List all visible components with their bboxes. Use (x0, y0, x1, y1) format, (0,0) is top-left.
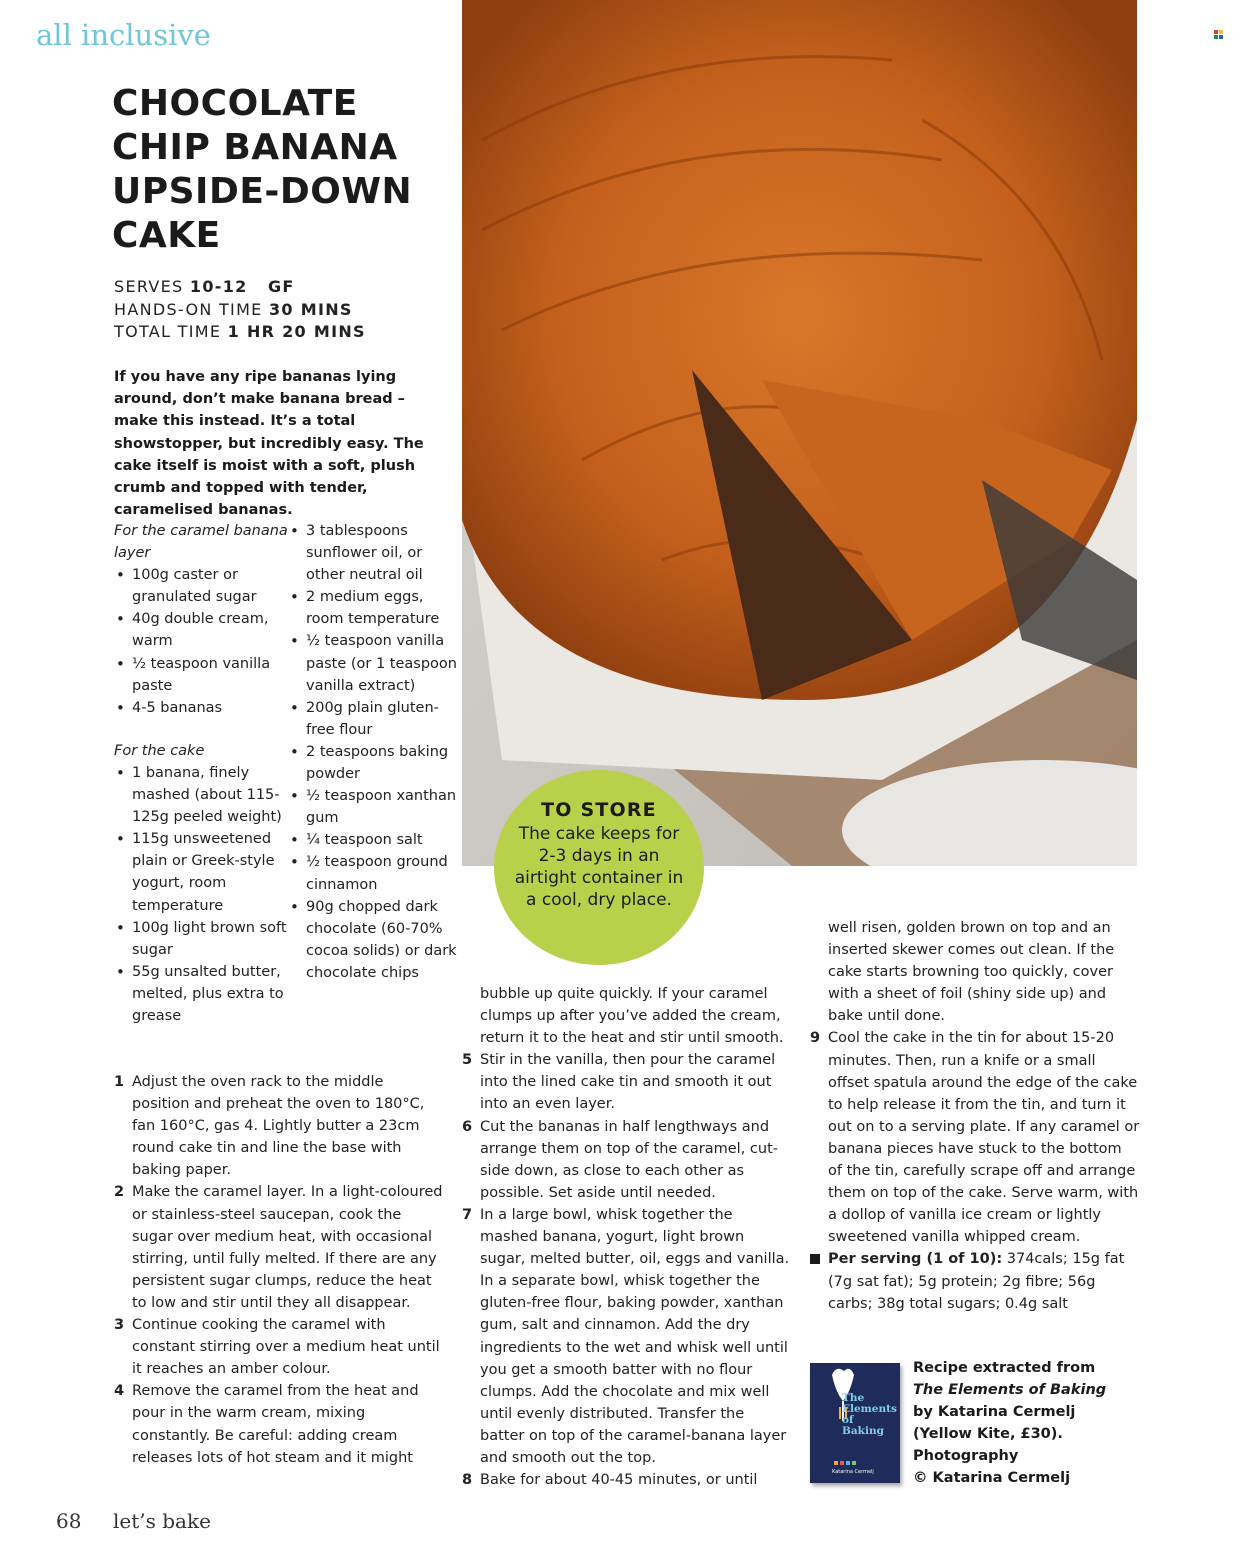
recipe-meta (114, 276, 366, 344)
credit-book-title: The Elements of Baking (913, 1382, 1107, 1399)
method-step (114, 1071, 444, 1181)
step-number: 8 (462, 1472, 473, 1489)
step-text: Make the caramel layer. In a light-coloured or stainless-steel saucepan, cook the sugar over medium heat, with occasional stirring, until fully melted. If there are any persistent sugar clumps, reduce the heat to low and stir until they all disappear. (132, 1184, 443, 1311)
nutrition-text: 374cals; 15g fat (7g sat fat); 5g protein; 2g fibre; 56g carbs; 38g total sugars; 0.4g salt (828, 1251, 1125, 1312)
credit-line: © Katarina Cermelj (913, 1470, 1071, 1487)
method-step (462, 1049, 792, 1115)
book-title-line: of (842, 1414, 854, 1426)
magazine-section-footer: let’s bake (113, 1509, 211, 1533)
method-column-1 (114, 1071, 444, 1469)
step-number: 9 (810, 1030, 821, 1047)
ingredient-item: • 115g unsweetened plain or Greek-style yogurt, room temperature (114, 828, 294, 916)
title-line: CHIP BANANA (112, 127, 398, 168)
cake-subheading: For the cake (114, 742, 205, 759)
step-text: Cool the cake in the tin for about 15-20 minutes. Then, run a knife or a small offset spatula around the edge of the cake to help release it from the tin, and turn it out on to a serving plate. If any caramel or banana pieces have stuck to the bottom of the tin, carefully scrape off and arrange them on top of the cake. Serve warm, with a dollop of vanilla ice cream or lightly sweetened vanilla whipped cream. (828, 1030, 1140, 1246)
total-time-label: TOTAL TIME (114, 322, 222, 341)
book-title-line: The (842, 1392, 865, 1404)
method-column-3 (810, 917, 1140, 1315)
cake-ingredient-list-continued (288, 520, 458, 984)
credit-line: Photography (913, 1448, 1019, 1465)
to-store-text: The cake keeps for 2-3 days in an airtight container in a cool, dry place. (514, 824, 684, 910)
to-store-badge (494, 770, 704, 965)
ingredient-item: • 2 teaspoons baking powder (288, 741, 458, 785)
logo-icon (1214, 30, 1224, 40)
cake-illustration (462, 0, 1137, 866)
recipe-title (112, 82, 452, 258)
recipe-credit (913, 1357, 1143, 1490)
step-text: Cut the bananas in half lengthways and arrange them on top of the caramel, cut-side down, as close to each other as possible. Set aside until needed. (480, 1118, 779, 1201)
ingredient-item: • ½ teaspoon vanilla paste (or 1 teaspoon vanilla extract) (288, 630, 458, 696)
hands-on-value: 30 MINS (269, 299, 353, 319)
credit-line: (Yellow Kite, £30). (913, 1426, 1063, 1443)
step-text: well risen, golden brown on top and an inserted skewer comes out clean. If the cake starts browning too quickly, cover with a sheet of foil (shiny side up) and bake until done. (828, 920, 1115, 1025)
ingredient-item: • 3 tablespoons sunflower oil, or other neutral oil (288, 520, 458, 586)
step-number: 5 (462, 1052, 473, 1069)
step-number: 4 (114, 1383, 125, 1400)
to-store-title: TO STORE (541, 799, 657, 821)
ingredient-item: • 2 medium eggs, room temperature (288, 586, 458, 630)
step-text: bubble up quite quickly. If your caramel clumps up after you’ve added the cream, return it to the heat and stir until smooth. (480, 986, 784, 1047)
book-cover-author: Katarina Cermelj (832, 1469, 874, 1475)
nutrition-info (810, 1248, 1140, 1314)
step-number: 2 (114, 1184, 125, 1201)
credit-line: Recipe extracted from (913, 1360, 1096, 1376)
caramel-subheading: For the caramel banana layer (114, 523, 288, 562)
step-number: 7 (462, 1206, 473, 1223)
step-text: In a large bowl, whisk together the mashed banana, yogurt, light brown sugar, melted butter, oil, eggs and vanilla. In a separate bowl, whisk together the gluten-free flour, baking powder, xanthan gum, salt and cinnamon. Add the dry ingredients to the wet and whisk well until you get a smooth batter with no flour clumps. Add the chocolate and mix well until evenly distributed. Transfer the batter on top of the caramel-banana layer and smooth out the top. (480, 1206, 790, 1466)
method-step (462, 1469, 792, 1491)
step-text: Remove the caramel from the heat and pour in the warm cream, mixing constantly. Be careful: adding cream releases lots of hot steam and it might (132, 1383, 419, 1466)
ingredient-item: • 100g caster or granulated sugar (114, 564, 294, 608)
ingredient-item: • 40g double cream, warm (114, 608, 294, 652)
method-column-2 (462, 983, 792, 1491)
step-number: 6 (462, 1118, 473, 1135)
method-step-continued (462, 983, 792, 1049)
step-text: Adjust the oven rack to the middle position and preheat the oven to 180°C, fan 160°C, gas 4. Lightly butter a 23cm round cake tin and line the base with baking paper. (132, 1074, 425, 1179)
cake-photo (462, 0, 1137, 866)
cake-ingredient-list (114, 762, 294, 1027)
serves-label: SERVES (114, 277, 184, 296)
ingredient-item: • 55g unsalted butter, melted, plus extra to grease (114, 961, 294, 1027)
title-line: CHOCOLATE (112, 83, 358, 124)
book-title-line: Baking (842, 1425, 884, 1437)
recipe-intro: If you have any ripe bananas lying around, don’t make banana bread – make this instead. It’s a total showstopper, but incredibly easy. The cake itself is moist with a soft, plush crumb and topped with tender, caramelised bananas. (114, 369, 424, 519)
step-text: Bake for about 40-45 minutes, or until (480, 1472, 758, 1489)
method-step (810, 1027, 1140, 1248)
hands-on-label: HANDS-ON TIME (114, 299, 263, 319)
serves-row (114, 276, 366, 299)
book-cover (810, 1363, 900, 1483)
step-number: 3 (114, 1317, 125, 1334)
step-number: 1 (114, 1074, 125, 1090)
method-step (114, 1314, 444, 1380)
nutrition-label: Per serving (1 of 10): (828, 1251, 1003, 1268)
caramel-ingredient-list (114, 564, 294, 719)
page-number: 68 (56, 1509, 82, 1533)
ingredient-item: • 200g plain gluten-free flour (288, 697, 458, 741)
step-text: Continue cooking the caramel with constant stirring over a medium heat until it reaches an amber colour. (132, 1317, 440, 1378)
method-step (114, 1380, 444, 1468)
ingredient-item: • ½ teaspoon xanthan gum (288, 785, 458, 829)
ingredients-right-column (288, 520, 458, 984)
ingredient-item: • ½ teaspoon ground cinnamon (288, 851, 458, 895)
book-title-line: Elements (842, 1403, 897, 1415)
section-kicker: all inclusive (36, 18, 211, 52)
ingredient-item: • 1 banana, finely mashed (about 115-125g peeled weight) (114, 762, 294, 828)
diet-tag: GF (267, 277, 295, 296)
ingredient-item: • ¼ teaspoon salt (288, 829, 458, 851)
ingredient-item: • 100g light brown soft sugar (114, 917, 294, 961)
hands-on-row (114, 299, 366, 322)
ingredient-item: • ½ teaspoon vanilla paste (114, 653, 294, 697)
square-bullet-icon (810, 1254, 820, 1264)
ingredients-left-column (114, 520, 294, 1027)
method-step (114, 1181, 444, 1314)
credit-line: by Katarina Cermelj (913, 1404, 1076, 1421)
total-time-value: 1 HR 20 MINS (227, 322, 366, 341)
ingredient-item: • 4-5 bananas (114, 697, 294, 719)
serves-value: 10-12 (189, 277, 248, 296)
step-text: Stir in the vanilla, then pour the caramel into the lined cake tin and smooth it out into an even layer. (480, 1052, 776, 1113)
total-time-row (114, 321, 366, 344)
title-line: CAKE (112, 215, 221, 256)
title-line: UPSIDE-DOWN (112, 171, 413, 212)
method-step-continued (810, 917, 1140, 1027)
ingredient-item: • 90g chopped dark chocolate (60-70% cocoa solids) or dark chocolate chips (288, 896, 458, 984)
book-cover-title (842, 1393, 897, 1437)
method-step (462, 1204, 792, 1469)
method-step (462, 1116, 792, 1204)
